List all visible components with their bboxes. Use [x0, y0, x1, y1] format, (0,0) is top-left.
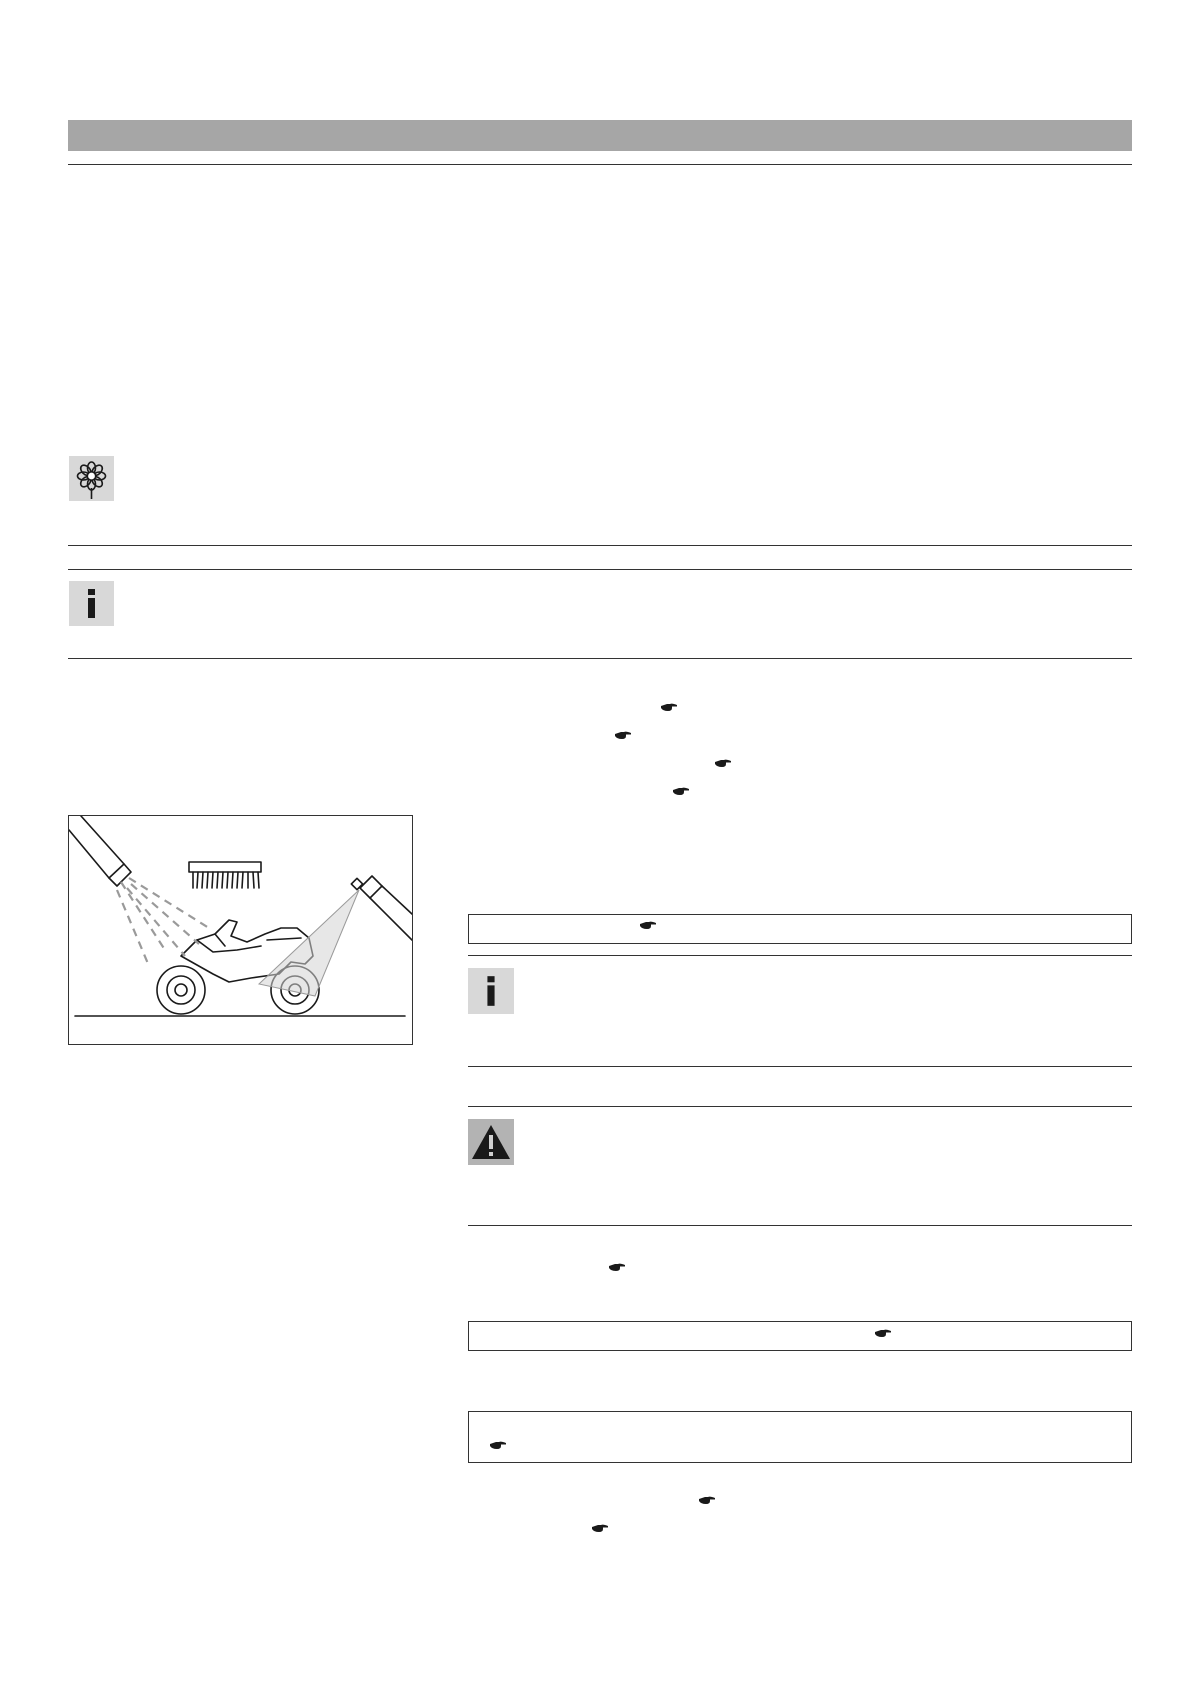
pointing-hand-icon [490, 1440, 506, 1450]
info-icon [468, 968, 514, 1014]
pointing-hand-icon [609, 1262, 625, 1272]
pointing-hand-icon [715, 758, 731, 768]
warning-triangle-icon [468, 1119, 514, 1165]
pointing-hand-icon [875, 1328, 891, 1338]
info-block-2-bottom-rule [468, 1066, 1132, 1067]
header-band [68, 120, 1132, 151]
framed-note-1 [468, 914, 1132, 944]
warning-block-bottom-rule [468, 1225, 1132, 1226]
pointing-hand-icon [661, 702, 677, 712]
header-rule [68, 164, 1132, 165]
atv-cleaning-figure [68, 815, 413, 1045]
flower-icon [69, 456, 114, 501]
info-block-2-top-rule [468, 955, 1132, 956]
atv-cleaning-illustration-icon [69, 816, 412, 1044]
pointing-hand-icon [615, 730, 631, 740]
pointing-hand-icon [673, 786, 689, 796]
info-block-top-rule-1 [68, 545, 1132, 546]
info-block-bottom-rule [68, 658, 1132, 659]
info-icon [69, 581, 114, 626]
pointing-hand-icon [640, 920, 656, 930]
pointing-hand-icon [592, 1523, 608, 1533]
info-block-top-rule-2 [68, 569, 1132, 570]
framed-note-2 [468, 1321, 1132, 1351]
pointing-hand-icon [699, 1495, 715, 1505]
framed-note-3 [468, 1411, 1132, 1463]
warning-block-top-rule [468, 1106, 1132, 1107]
